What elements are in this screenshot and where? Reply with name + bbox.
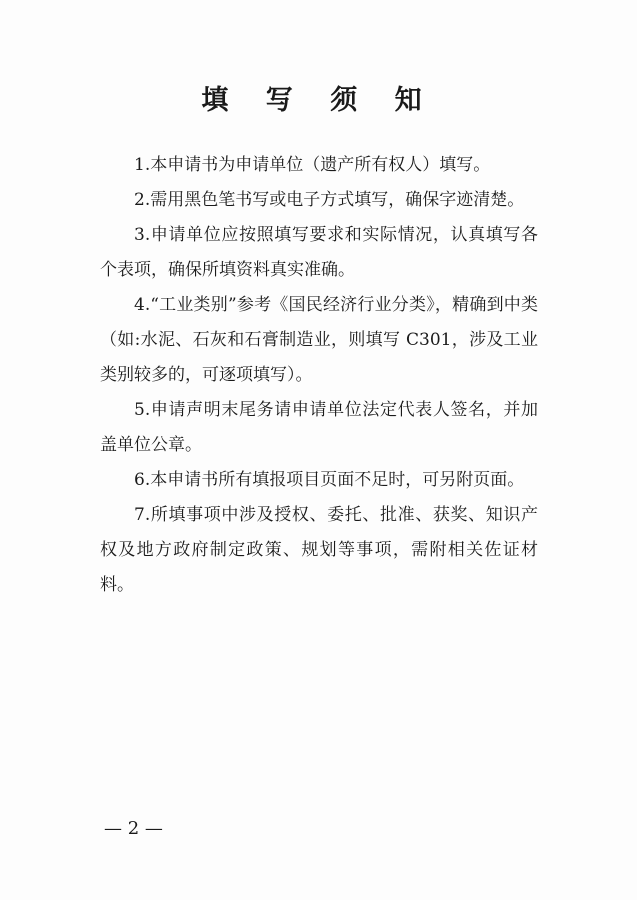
instruction-item-1: 1.本申请书为申请单位（遗产所有权人）填写。 [134,155,491,175]
instruction-item-2: 2.需用黑色笔书写或电子方式填写，确保字迹清楚。 [134,190,525,210]
page-number: — 2 — [104,818,163,839]
instruction-item-3: 3.申请单位应按照填写要求和实际情况，认真填写各个表项，确保所填资料真实准确。 [100,225,538,280]
instruction-item-4: 4.“工业类别”参考《国民经济行业分类》，精确到中类（如:水泥、石灰和石膏制造业，则填写 C301，涉及工业类别较多的，可逐项填写）。 [100,295,538,385]
instruction-item-6: 6.本申请书所有填报项目页面不足时，可另附页面。 [134,470,525,490]
instruction-item-7: 7.所填事项中涉及授权、委托、批准、获奖、知识产权及地方政府制定政策、规划等事项，需附相关佐证材料。 [100,505,538,595]
instruction-item-5: 5.申请声明末尾务请申请单位法定代表人签名，并加盖单位公章。 [100,400,538,455]
instructions-list [100,148,538,603]
page-title: 填 写 须 知 [201,85,436,116]
